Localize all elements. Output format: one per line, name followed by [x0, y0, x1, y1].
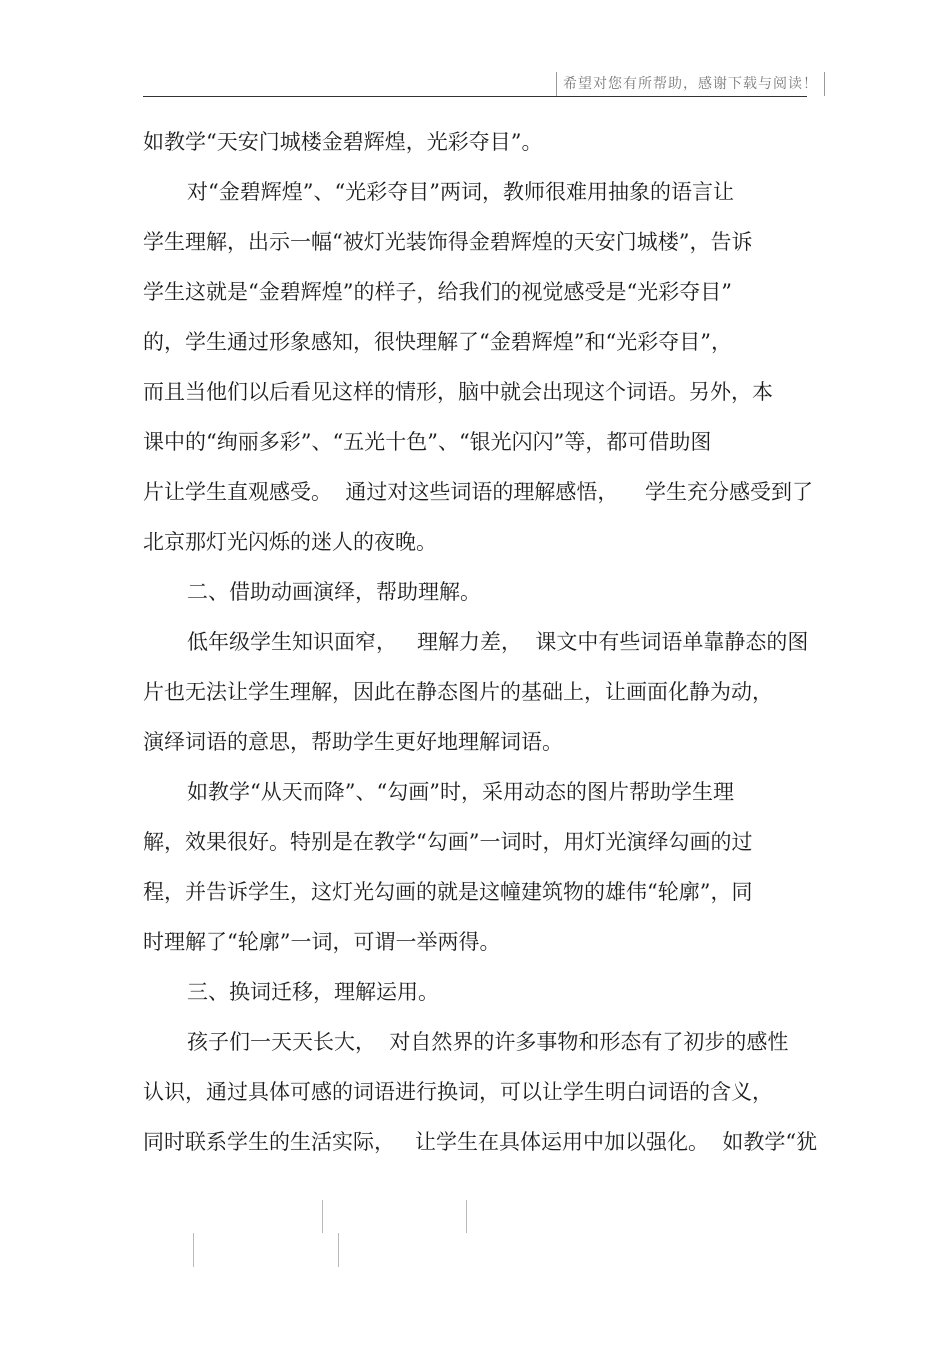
text-line: 时理解了“轮廓”一词，可谓一举两得。 [143, 930, 501, 954]
text-line: 学生理解，出示一幅“被灯光装饰得金碧辉煌的天安门城楼”，告诉 [143, 230, 753, 254]
text-line: 孩子们一天天长大， 对自然界的许多事物和形态有了初步的感性 [187, 1030, 789, 1054]
text-line: 课中的“绚丽多彩”、“五光十色”、“银光闪闪”等，都可借助图 [143, 430, 712, 454]
text-line: 低年级学生知识面窄， 理解力差， 课文中有些词语单靠静态的图 [187, 630, 809, 654]
text-line: 如教学“天安门城楼金碧辉煌，光彩夺目”。 [143, 130, 543, 154]
text-line: 片也无法让学生理解，因此在静态图片的基础上，让画面化静为动， [143, 680, 773, 704]
header-note: 希望对您有所帮助，感谢下载与阅读！ [556, 72, 825, 96]
scan-mark [338, 1233, 339, 1267]
section-heading: 三、换词迁移，理解运用。 [187, 980, 439, 1004]
text-line: 解，效果很好。特别是在教学“勾画”一词时，用灯光演绎勾画的过 [143, 830, 753, 854]
text-line: 北京那灯光闪烁的迷人的夜晚。 [143, 530, 437, 554]
text-line: 对“金碧辉煌”、“光彩夺目”两词，教师很难用抽象的语言让 [187, 180, 734, 204]
text-line: 如教学“从天而降”、“勾画”时，采用动态的图片帮助学生理 [187, 780, 734, 804]
scan-mark [322, 1200, 323, 1233]
text-line: 程，并告诉学生，这灯光勾画的就是这幢建筑物的雄伟“轮廓”，同 [143, 880, 753, 904]
text-line: 片让学生直观感受。 通过对这些词语的理解感悟， 学生充分感受到了 [143, 480, 814, 504]
text-line: 认识，通过具体可感的词语进行换词，可以让学生明白词语的含义， [143, 1080, 773, 1104]
section-heading: 二、借助动画演绎，帮助理解。 [187, 580, 481, 604]
scan-mark [193, 1233, 194, 1267]
text-line: 而且当他们以后看见这样的情形，脑中就会出现这个词语。另外，本 [143, 380, 773, 404]
text-line: 同时联系学生的生活实际， 让学生在具体运用中加以强化。 如教学“犹 [143, 1130, 818, 1154]
text-line: 学生这就是“金碧辉煌”的样子，给我们的视觉感受是“光彩夺目” [143, 280, 732, 304]
text-line: 演绎词语的意思，帮助学生更好地理解词语。 [143, 730, 563, 754]
header-divider [143, 96, 807, 97]
scan-mark [466, 1200, 467, 1233]
text-line: 的，学生通过形象感知，很快理解了“金碧辉煌”和“光彩夺目”， [143, 330, 732, 354]
